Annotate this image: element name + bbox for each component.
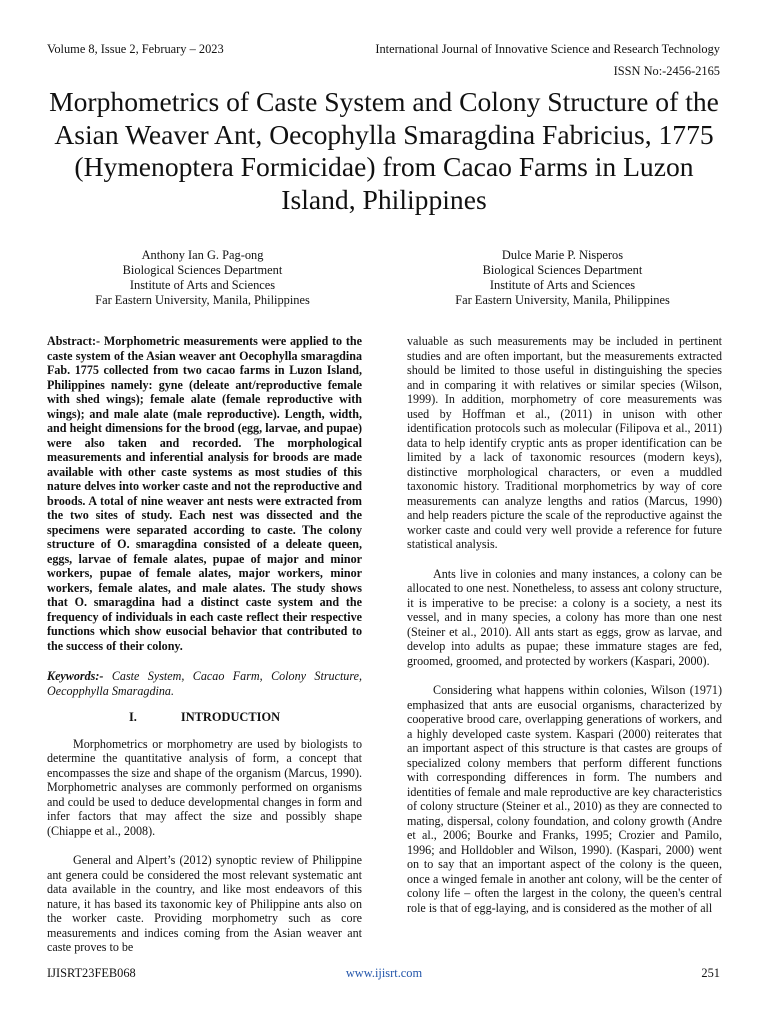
author-name: Anthony Ian G. Pag-ong [141, 248, 264, 262]
paper-id: IJISRT23FEB068 [47, 966, 136, 980]
body-paragraph: valuable as such measurements may be included in pertinent studies and are often important, but the measurements extracted should be limited to those useful in distinguishing the species and in comparing it with relatives or similar species (Wilson, 1999). In addition, morphometry of core measurements was used by Hoffman et al., (2011) in unison with other identification protocols such as molecular (Filipova et al., 2011) data to help identify cryptic ants as proper identification can be limited by a lack of taxonomic resources (modern keys), distinctive morphological characters, or even a muddled taxonomic history. Traditional morphometrics by way of core measurements can analyze lengths and ratios (Marcus, 1990) and help readers picture the scale of the reproductive against the worker caste and could very well provide a reference for future statistical analysis. [407, 334, 722, 551]
section-title: INTRODUCTION [180, 710, 281, 724]
body-paragraph: Morphometrics or morphometry are used by biologists to determine the quantitative analysis of form, a concept that encompasses the size and shape of the organism (Marcus, 1990). Morphometric analyses are commonly performed on organisms and could be used to deduce developmental changes in form and infer factors that may affect the size and possibly shape (Chiappe et al., 2008). [47, 736, 362, 838]
section-number: I. [128, 710, 137, 724]
keywords-label: Keywords:- [47, 669, 104, 683]
body-paragraph: Considering what happens within colonies, Wilson (1971) emphasized that ants are eusocial organisms, characterized by cooperative brood care, overlapping generations of workers, and a highly developed caste system. Kaspari (2000) reiterates that an important aspect of this structure is that castes are groups of specialized colony members that perform different functions with corresponding differences in form. The numbers and identities of female and male reproductive are key characteristics of colony structure (Steiner et al., 2010) as they are connected to mating, dispersal, colony foundation, and colony growth (Andre et al., 2006; Bourke and Franks, 1995; Crozier and Pamilo, 1996; and Holldobler and Wilson, 1990). (Kaspari, 2000) went on to say that an important aspect of the colony is the queen, once a winged female in another ant colony, will be the center of colony life – often the largest in the colony, the queen's central role is that of egg-laying, and is considered as the mother of all [407, 683, 722, 915]
author-institute: Institute of Arts and Sciences [129, 278, 276, 292]
journal-name: International Journal of Innovative Science and Research Technology [375, 42, 720, 56]
page-number: 251 [701, 966, 720, 980]
author-department: Biological Sciences Department [482, 263, 643, 277]
abstract [47, 334, 362, 653]
journal-volume: Volume 8, Issue 2, February – 2023 [47, 42, 224, 56]
author-university: Far Eastern University, Manila, Philippines [455, 293, 670, 307]
keywords-text: Caste System, Cacao Farm, Colony Structure, Oecopphylla Smaragdina. [47, 669, 362, 698]
right-column [407, 334, 722, 915]
left-column [47, 334, 362, 955]
author-university: Far Eastern University, Manila, Philippines [95, 293, 310, 307]
abstract-label: Abstract:- [47, 334, 101, 348]
body-paragraph: Ants live in colonies and many instances, a colony can be allocated to one nest. Nonetheless, to assess ant colony structure, it is imperative to be precise: a colony is a society, a nest its vessel, and in many species, a colony has more than one nest (Steiner et al., 2010). All ants start as eggs, grow as larvae, and develop into adults as pupae; these immature stages are fed, groomed, groomed, and protected by workers (Kaspari, 2000). [407, 566, 722, 668]
author-department: Biological Sciences Department [122, 263, 283, 277]
author-name: Dulce Marie P. Nisperos [501, 248, 624, 262]
author-block-1 [60, 248, 345, 308]
journal-issn: ISSN No:-2456-2165 [613, 64, 720, 78]
author-block-2 [420, 248, 705, 308]
abstract-text: Morphometric measurements were applied to the caste system of the Asian weaver ant Oecophylla smaragdina Fab. 1775 collected from two cacao farms in Luzon Island, Philippines namely: gyne (deleate ant/reproductive female with shed wings); female alate (female reproductive with wings); and male alate (male reproductive). Length, width, and height dimensions for the brood (egg, larvae, and pupae) were also taken and recorded. The morphological measurements and inferential analysis for broods are made available with other caste systems as most studies of this nature delves into worker caste and not the reproductive and broods. A total of nine weaver ant nests were extracted from the two sites of study. Each nest was dissected and the specimens were separated according to caste. The colony structure of O. smaragdina consisted of a deleate queen, eggs, larvae of female alates, pupae of major and minor workers, pupae of female alates, major workers, minor workers, female alates, and male alates. The study shows that O. smaragdina had a distinct caste system and the frequency of individuals in each caste reflect their respective functions which show eusocial behavior that contributed to the success of their colony. [47, 334, 362, 653]
section-heading-introduction [47, 710, 362, 725]
body-paragraph: General and Alpert’s (2012) synoptic review of Philippine ant genera could be considered the most relevant systematic ant data available in the country, and like most endeavors of this nature, it has based its taxonomic key of Philippine ants also on the worker caste. Providing morphometry such as core measurements and indices coming from the Asian weaver ant caste proves to be [47, 853, 362, 954]
author-institute: Institute of Arts and Sciences [489, 278, 636, 292]
paper-title: Morphometrics of Caste System and Colony Structure of the Asian Weaver Ant, Oecophylla Smaragdina Fabricius, 1775 (Hymenoptera Formicidae) from Cacao Farms in Luzon Island, Philippines [49, 86, 719, 215]
journal-website-link[interactable]: www.ijisrt.com [345, 966, 423, 980]
keywords [47, 669, 362, 698]
